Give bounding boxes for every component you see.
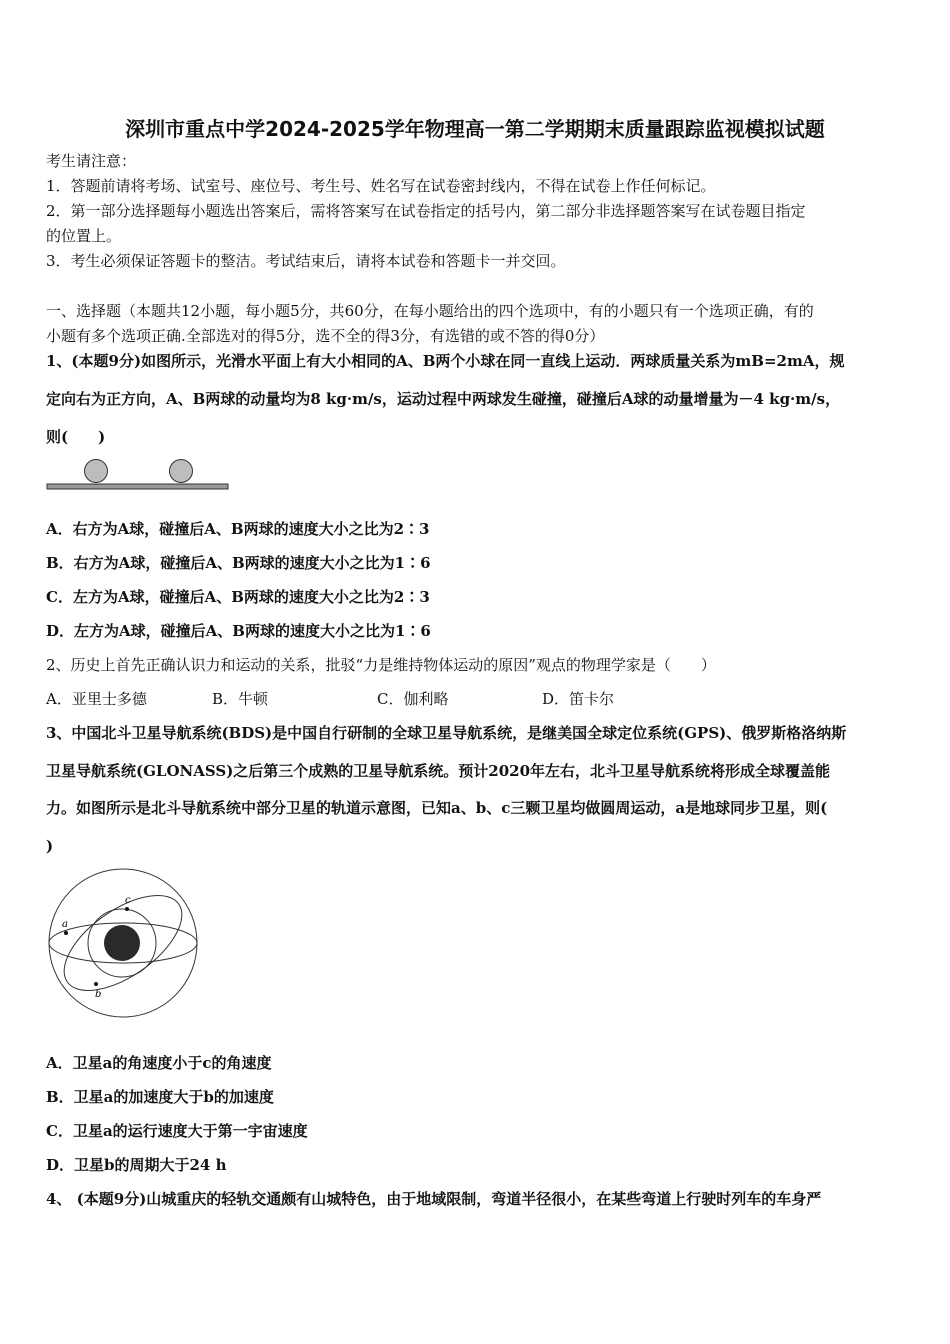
q1-stem: 1、(本题9分)如图所示，光滑水平面上有大小相同的A、B两个小球在同一直线上运动．两球质量关系为mB=2mA，规 — [46, 352, 845, 370]
label-c: c — [125, 895, 131, 906]
ball-right — [170, 460, 193, 483]
q2-option-a: A．亚里士多德 — [46, 690, 147, 708]
q1-stem: 则( ) — [46, 428, 106, 446]
q3-stem: ) — [46, 837, 54, 855]
satellite-b — [94, 982, 98, 986]
label-a: a — [62, 919, 68, 930]
q3-stem: 卫星导航系统(GLONASS)之后第三个成熟的卫星导航系统。预计2020年左右，北斗卫星导航系统将形成全球覆盖能 — [46, 762, 831, 780]
q2-option-d: D．笛卡尔 — [542, 690, 615, 708]
q3-stem: 力。如图所示是北斗导航系统中部分卫星的轨道示意图，已知a、b、c三颗卫星均做圆周运动，a是地球同步卫星，则( — [46, 799, 828, 817]
q3-option-a: A．卫星a的角速度小于c的角速度 — [46, 1054, 272, 1072]
page-title: 深圳市重点中学2024-2025学年物理高一第二学期期末质量跟踪监视模拟试题 — [125, 117, 825, 141]
earth — [104, 925, 140, 961]
q3-option-d: D．卫星b的周期大于24 h — [46, 1156, 227, 1174]
q2-stem: 2、历史上首先正确认识力和运动的关系，批驳“力是维持物体运动的原因”观点的物理学家是（ ） — [46, 656, 716, 674]
notice-item: 3．考生必须保证答题卡的整洁。考试结束后，请将本试卷和答题卡一并交回。 — [46, 252, 566, 270]
notice-item: 1．答题前请将考场、试室号、座位号、考生号、姓名写在试卷密封线内，不得在试卷上作任何标记。 — [46, 177, 716, 195]
q3-stem: 3、中国北斗卫星导航系统(BDS)是中国自行研制的全球卫星导航系统，是继美国全球定位系统(GPS)、俄罗斯格洛纳斯 — [46, 724, 847, 742]
q1-option-c: C．左方为A球，碰撞后A、B两球的速度大小之比为2∶3 — [46, 588, 430, 606]
q3-option-c: C．卫星a的运行速度大于第一宇宙速度 — [46, 1122, 308, 1140]
q1-figure-two-balls — [44, 455, 234, 495]
satellite-a — [64, 931, 68, 935]
section-heading-cont: 小题有多个选项正确.全部选对的得5分，选不全的得3分，有选错的或不答的得0分） — [46, 327, 605, 345]
q2-option-c: C．伽利略 — [377, 690, 449, 708]
q1-option-a: A．右方为A球，碰撞后A、B两球的速度大小之比为2∶3 — [46, 520, 430, 538]
notice-item: 的位置上。 — [46, 227, 122, 245]
notice-heading: 考生请注意： — [46, 152, 137, 170]
ground-surface — [47, 484, 228, 489]
satellite-c — [125, 907, 129, 911]
q3-orbit-diagram — [44, 868, 204, 1023]
q1-option-b: B．右方为A球，碰撞后A、B两球的速度大小之比为1∶6 — [46, 554, 431, 572]
q1-option-d: D．左方为A球，碰撞后A、B两球的速度大小之比为1∶6 — [46, 622, 431, 640]
ball-left — [85, 460, 108, 483]
section-heading: 一、选择题（本题共12小题，每小题5分，共60分，在每小题给出的四个选项中，有的小题只有一个选项正确，有的 — [46, 302, 814, 320]
q2-option-b: B．牛顿 — [212, 690, 269, 708]
label-b: b — [95, 989, 102, 1000]
notice-item: 2．第一部分选择题每小题选出答案后，需将答案写在试卷指定的括号内，第二部分非选择题答案写在试卷题目指定 — [46, 202, 806, 220]
q1-stem: 定向右为正方向，A、B两球的动量均为8 kg·m/s，运动过程中两球发生碰撞，碰撞后A球的动量增量为－4 kg·m/s， — [46, 390, 841, 408]
q4-stem: 4、 (本题9分)山城重庆的轻轨交通颇有山城特色，由于地域限制，弯道半径很小，在某些弯道上行驶时列车的车身严 — [46, 1190, 822, 1208]
q3-option-b: B．卫星a的加速度大于b的加速度 — [46, 1088, 274, 1106]
